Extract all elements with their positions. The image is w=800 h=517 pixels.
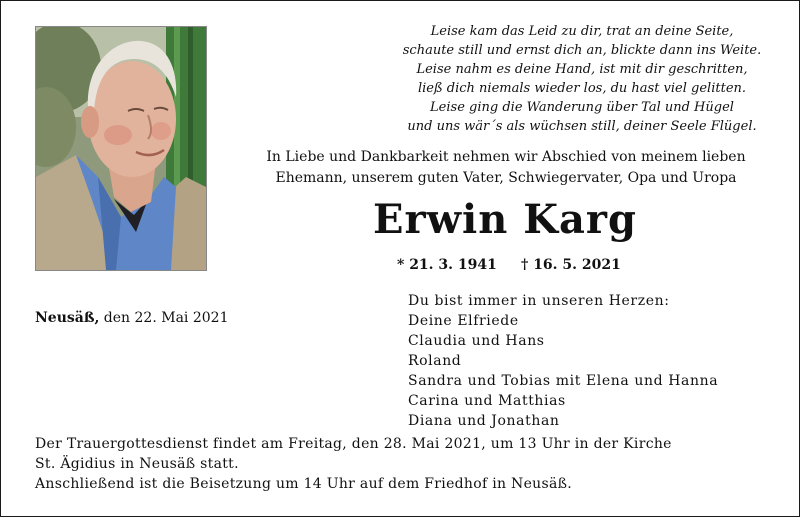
farewell-text	[232, 147, 780, 189]
death-date: † 16. 5. 2021	[521, 257, 621, 273]
poem-line: schaute still und ernst dich an, blickte dann ins Weite.	[402, 43, 762, 58]
service-info	[35, 434, 672, 494]
poem-line: ließ dich niemals wieder los, du hast viel gelitten.	[417, 81, 747, 96]
birth-date: * 21. 3. 1941	[397, 257, 497, 273]
poem	[382, 22, 782, 136]
family-member: Claudia und Hans	[408, 333, 545, 349]
poem-line: Leise ging die Wanderung über Tal und Hügel	[430, 100, 734, 115]
service-line: St. Ägidius in Neusäß statt.	[35, 456, 239, 472]
family-member: Sandra und Tobias mit Elena und Hanna	[408, 373, 719, 389]
poem-line: Leise nahm es deine Hand, ist mit dir geschritten,	[416, 62, 748, 77]
date: den 22. Mai 2021	[99, 310, 229, 326]
service-line: Anschließend ist die Beisetzung um 14 Uhr auf dem Friedhof in Neusäß.	[35, 476, 573, 492]
portrait-photo	[35, 26, 207, 271]
family-member: Roland	[408, 353, 462, 369]
farewell-line: In Liebe und Dankbarkeit nehmen wir Abschied von meinem lieben	[266, 149, 746, 165]
family-heading: Du bist immer in unseren Herzen:	[408, 293, 670, 309]
poem-line: Leise kam das Leid zu dir, trat an deine Seite,	[430, 24, 734, 39]
portrait-illustration	[36, 27, 206, 270]
family-member: Diana und Jonathan	[408, 413, 560, 429]
farewell-line: Ehemann, unserem guten Vater, Schwiegervater, Opa und Uropa	[275, 170, 737, 186]
family-list	[408, 291, 718, 431]
service-line: Der Trauergottesdienst findet am Freitag, den 28. Mai 2021, um 13 Uhr in der Kirche	[35, 436, 672, 452]
place: Neusäß,	[35, 310, 100, 326]
place-date	[35, 310, 228, 326]
deceased-name: Erwin Karg	[373, 196, 637, 243]
family-member: Carina und Matthias	[408, 393, 566, 409]
poem-line: und uns wär´s als wüchsen still, deiner Seele Flügel.	[407, 119, 757, 134]
family-member: Deine Elfriede	[408, 313, 519, 329]
